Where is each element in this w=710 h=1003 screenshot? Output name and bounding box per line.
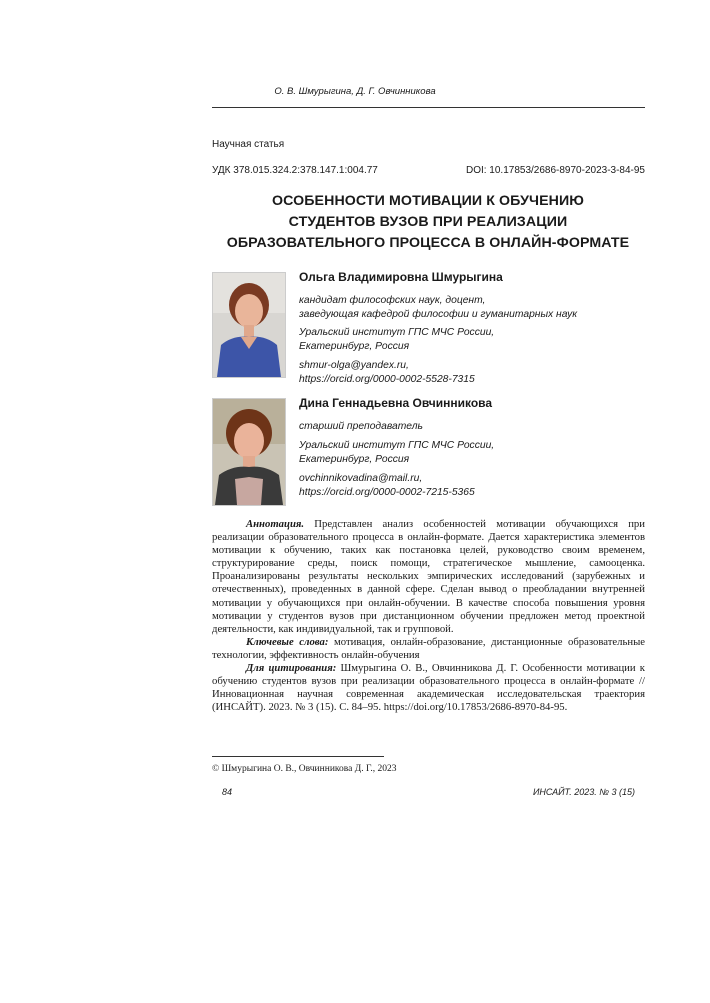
affiliation-line: Уральский институт ГПС МЧС России, — [299, 440, 495, 451]
author-email[interactable]: shmur-olga@yandex.ru, — [299, 360, 409, 371]
author-2-contacts — [299, 472, 475, 499]
abstract-block — [212, 518, 645, 714]
author-photo-1 — [212, 272, 286, 378]
header-divider — [212, 107, 645, 108]
position-line: кандидат философских наук, доцент, — [299, 295, 486, 306]
keywords-label: Ключевые слова: — [246, 635, 329, 648]
journal-issue: ИНСАЙТ. 2023. № 3 (15) — [532, 787, 635, 797]
position-line: заведующая кафедрой философии и гуманитарных наук — [299, 308, 578, 320]
affiliation-line: Уральский институт ГПС МЧС России, — [299, 327, 495, 338]
author-1-contacts — [299, 359, 475, 386]
position-line: старший преподаватель — [299, 421, 423, 432]
citation-label: Для цитирования: — [246, 662, 337, 675]
author-orcid-link[interactable]: https://orcid.org/0000-0002-5528-7315 — [299, 373, 475, 385]
article-type: Научная статья — [212, 139, 285, 150]
page-number: 84 — [222, 787, 233, 797]
author-email[interactable]: ovchinnikovadina@mail.ru, — [299, 473, 423, 484]
footnote-divider — [212, 756, 384, 757]
title-line: СТУДЕНТОВ ВУЗОВ ПРИ РЕАЛИЗАЦИИ — [288, 214, 568, 230]
author-1-position — [299, 294, 577, 321]
author-photo-2 — [212, 398, 286, 506]
title-line: ОСОБЕННОСТИ МОТИВАЦИИ К ОБУЧЕНИЮ — [271, 193, 585, 209]
article-title — [200, 191, 656, 254]
author-name-1: Ольга Владимировна Шмурыгина — [299, 270, 503, 284]
author-2-position — [299, 420, 423, 434]
author-1-affiliation — [299, 326, 494, 353]
keywords-text: мотивация, онлайн-образование, дистанционные образовательные технологии, эффективность онлайн-обучения — [212, 635, 646, 661]
copyright-notice: © Шмурыгина О. В., Овчинникова Д. Г., 2023 — [212, 764, 397, 774]
author-2-affiliation — [299, 439, 494, 466]
keywords-paragraph — [212, 636, 645, 662]
running-header-authors: О. В. Шмурыгина, Д. Г. Овчинникова — [274, 86, 436, 97]
abstract-paragraph — [212, 518, 645, 636]
udc-code: УДК 378.015.324.2:378.147.1:004.77 — [212, 165, 378, 176]
abstract-label: Аннотация. — [246, 518, 305, 530]
doi[interactable]: DOI: 10.17853/2686-8970-2023-3-84-95 — [465, 165, 645, 176]
citation-text: Шмурыгина О. В., Овчинникова Д. Г. Особенности мотивации к обучению студентов вузов при реализации образовательного процесса в онлайн-формате // Инновационная научная современная академическая исследовательская траектория (ИНСАЙТ). 2023. № 3 (15). С. 84–95. https://doi.org/10.17853/2686-8970-84-95. — [212, 662, 645, 714]
title-line: ОБРАЗОВАТЕЛЬНОГО ПРОЦЕССА В ОНЛАЙН-ФОРМАТЕ — [226, 235, 630, 251]
affiliation-line: Екатеринбург, Россия — [299, 340, 410, 352]
author-name-2: Дина Геннадьевна Овчинникова — [299, 396, 493, 410]
citation-paragraph — [212, 662, 645, 714]
abstract-text: Представлен анализ особенностей мотивации обучающихся при реализации образовательного процесса в онлайн-формате. Дается характеристика элементов мотивации к обучению, таких как постановка целей, руководство своим временем, структурирование среды, поиск помощи, стратегическое мышление, самооценка. Проанализированы результаты нескольких эмпирических исследований (зарубежных и отечественных), проведенных в данной сфере. Сделан вывод о преобладании внутренней мотивации у обучающихся при онлайн-обучении. В качестве способа повышения уровня мотивации у студентов вузов при дистанционном обучении предложен метод проектной деятельности, как индивидуальной, так и групповой. — [212, 518, 645, 635]
affiliation-line: Екатеринбург, Россия — [299, 453, 410, 465]
author-orcid-link[interactable]: https://orcid.org/0000-0002-7215-5365 — [299, 486, 475, 498]
